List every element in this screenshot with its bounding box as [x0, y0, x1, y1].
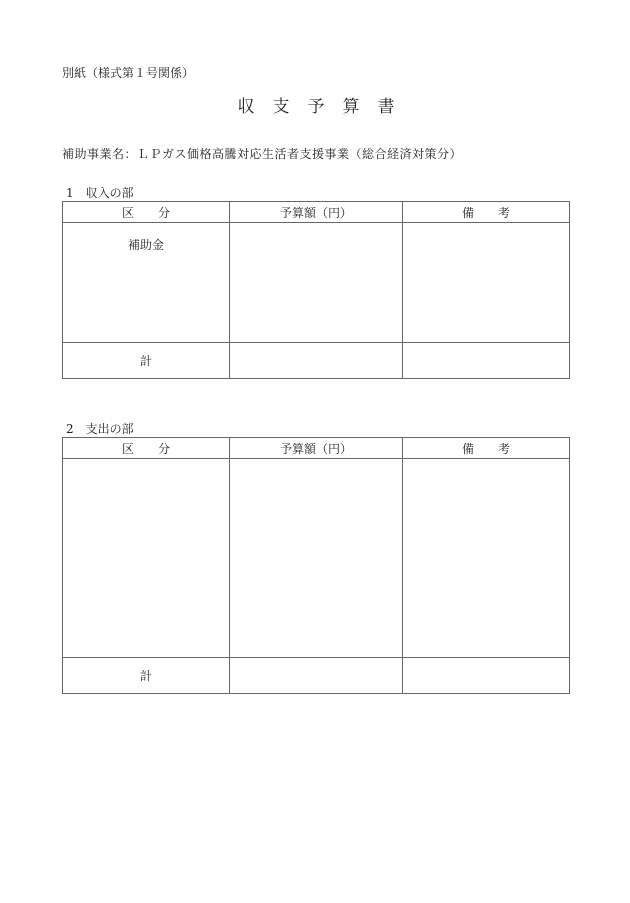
annex-label: 別紙（様式第１号関係）: [62, 66, 195, 80]
expense-section-label: 2 支出の部: [66, 422, 134, 436]
total-row: [63, 658, 570, 694]
table-header-row: [63, 438, 570, 459]
total-amount[interactable]: [230, 658, 403, 694]
table-header-row: [63, 202, 570, 223]
income-section-label: 1 収入の部: [66, 186, 134, 200]
total-note[interactable]: [403, 658, 570, 694]
total-note[interactable]: [403, 343, 570, 379]
header-note: 備考: [461, 205, 534, 220]
header-category: 区分: [121, 441, 194, 456]
header-note: 備考: [461, 441, 534, 456]
row-note[interactable]: [403, 223, 570, 343]
expense-table: [62, 437, 570, 694]
header-amount: 予算額（円）: [230, 202, 403, 223]
table-row: [63, 459, 570, 658]
total-label: 計: [63, 658, 230, 694]
document-title: 収支予算書: [237, 97, 413, 117]
total-row: [63, 343, 570, 379]
header-category: 区分: [121, 205, 194, 220]
row-amount[interactable]: [230, 459, 403, 658]
row-amount[interactable]: [230, 223, 403, 343]
table-row: [63, 223, 570, 343]
row-note[interactable]: [403, 459, 570, 658]
income-table: [62, 201, 570, 379]
row-category[interactable]: [63, 459, 229, 472]
row-category[interactable]: 補助金: [127, 238, 164, 252]
total-amount[interactable]: [230, 343, 403, 379]
project-name: 補助事業名：ＬＰガス価格高騰対応生活者支援事業（総合経済対策分）: [62, 147, 463, 161]
header-amount: 予算額（円）: [230, 438, 403, 459]
total-label: 計: [63, 343, 230, 379]
